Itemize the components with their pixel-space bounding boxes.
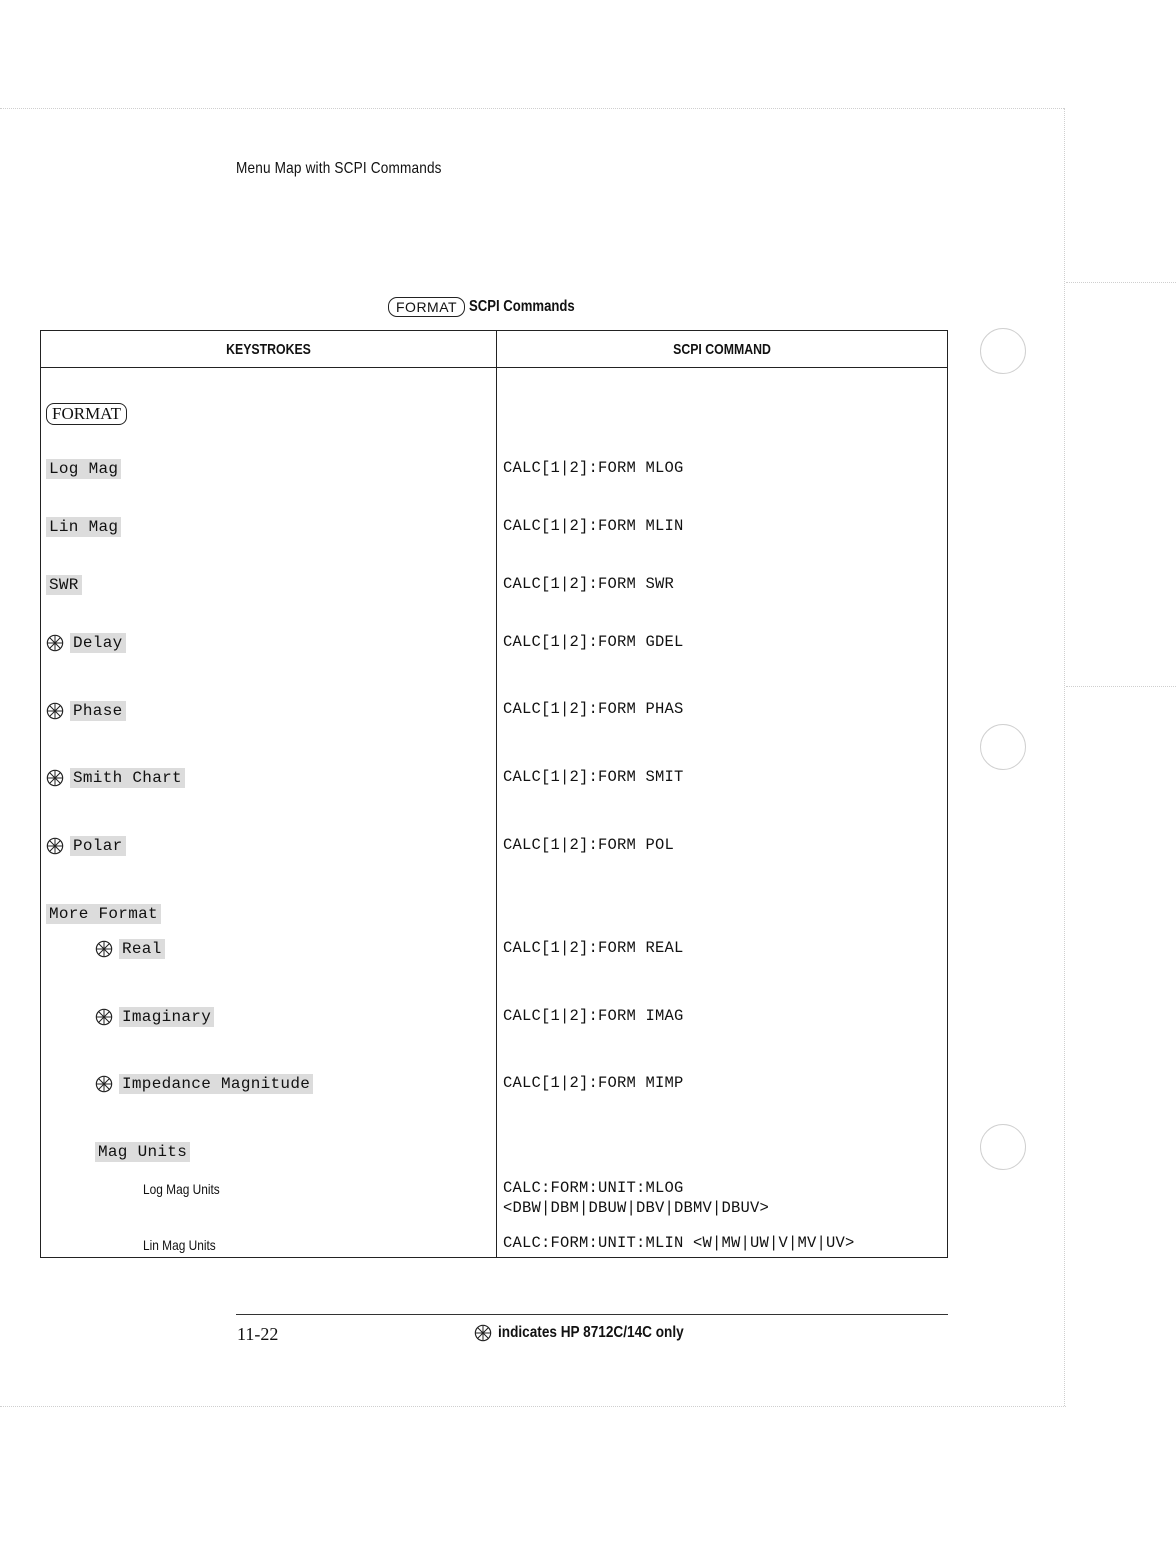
binder-hole: [980, 724, 1026, 770]
starburst-icon: [474, 1324, 492, 1342]
table-row: [46, 459, 121, 479]
scpi-command: CALC[1|2]:FORM REAL: [503, 939, 684, 957]
footnote: [474, 1324, 716, 1342]
softkey-log-mag: Log Mag: [46, 459, 121, 479]
table-row: [46, 403, 127, 425]
table-row: [95, 939, 165, 959]
softkey-polar: Polar: [70, 836, 126, 856]
softkey-phase: Phase: [70, 701, 126, 721]
softkey-swr: SWR: [46, 575, 82, 595]
binder-hole: [980, 1124, 1026, 1170]
table-row: [46, 633, 126, 653]
running-head: Menu Map with SCPI Commands: [236, 160, 442, 177]
table-row: [95, 1142, 190, 1162]
page-edge-bottom: [0, 1406, 1066, 1407]
starburst-icon: [95, 1008, 113, 1026]
table-row: [95, 1074, 313, 1094]
table-title: [388, 297, 598, 317]
scpi-command: CALC[1|2]:FORM PHAS: [503, 700, 684, 718]
table-row: [46, 517, 121, 537]
softkey-imaginary: Imaginary: [119, 1007, 214, 1027]
softkey-delay: Delay: [70, 633, 126, 653]
table-row: [95, 1007, 214, 1027]
footnote-text: indicates HP 8712C/14C only: [498, 1324, 684, 1341]
page-edge-right: [1064, 108, 1065, 1406]
starburst-icon: [46, 837, 64, 855]
scpi-command: CALC[1|2]:FORM SWR: [503, 575, 675, 593]
softkey-real: Real: [119, 939, 165, 959]
table-row: [46, 575, 82, 595]
binder-hole: [980, 328, 1026, 374]
scpi-command: CALC:FORM:UNIT:MLIN <W|MW|UW|V|MV|UV>: [503, 1234, 855, 1252]
column-divider: [496, 331, 497, 1257]
table-row: [46, 904, 161, 924]
scpi-command: CALC[1|2]:FORM GDEL: [503, 633, 684, 651]
starburst-icon: [46, 702, 64, 720]
label-lin-mag-units: Lin Mag Units: [143, 1237, 216, 1253]
scpi-command: CALC[1|2]:FORM POL: [503, 836, 675, 854]
page-number: 11-22: [237, 1324, 279, 1344]
table-row: [46, 836, 126, 856]
label-log-mag-units: Log Mag Units: [143, 1181, 220, 1197]
softkey-more-format: More Format: [46, 904, 161, 924]
keystrokes-header: KEYSTROKES: [226, 341, 311, 358]
starburst-icon: [95, 940, 113, 958]
scpi-command: CALC[1|2]:FORM SMIT: [503, 768, 684, 786]
table-row: [143, 1237, 229, 1253]
softkey-mag-units: Mag Units: [95, 1142, 190, 1162]
scpi-command: CALC[1|2]:FORM MLIN: [503, 517, 684, 535]
softkey-impedance-magnitude: Impedance Magnitude: [119, 1074, 313, 1094]
starburst-icon: [46, 634, 64, 652]
table-row: [46, 701, 126, 721]
format-key-cap: FORMAT: [388, 297, 465, 317]
scpi-command: CALC:FORM:UNIT:MLOG: [503, 1179, 684, 1197]
table-row: [143, 1181, 233, 1197]
format-hardkey: FORMAT: [46, 403, 127, 425]
table-row: [46, 768, 185, 788]
starburst-icon: [95, 1075, 113, 1093]
softkey-lin-mag: Lin Mag: [46, 517, 121, 537]
commands-table: [40, 330, 948, 1258]
scpi-command-continuation: <DBW|DBM|DBUW|DBV|DBMV|DBUV>: [503, 1199, 770, 1217]
footer-rule: [236, 1314, 948, 1315]
softkey-smith-chart: Smith Chart: [70, 768, 185, 788]
starburst-icon: [46, 769, 64, 787]
tab-divider-line: [1066, 686, 1176, 687]
scpi-command: CALC[1|2]:FORM MLOG: [503, 459, 684, 477]
scpi-command: CALC[1|2]:FORM MIMP: [503, 1074, 684, 1092]
page-edge-top: [0, 108, 1064, 109]
table-title-text: SCPI Commands: [469, 298, 575, 315]
scpi-command: CALC[1|2]:FORM IMAG: [503, 1007, 684, 1025]
header-divider: [41, 367, 947, 368]
tab-divider-line: [1066, 282, 1176, 283]
scpi-command-header: SCPI COMMAND: [673, 341, 771, 358]
